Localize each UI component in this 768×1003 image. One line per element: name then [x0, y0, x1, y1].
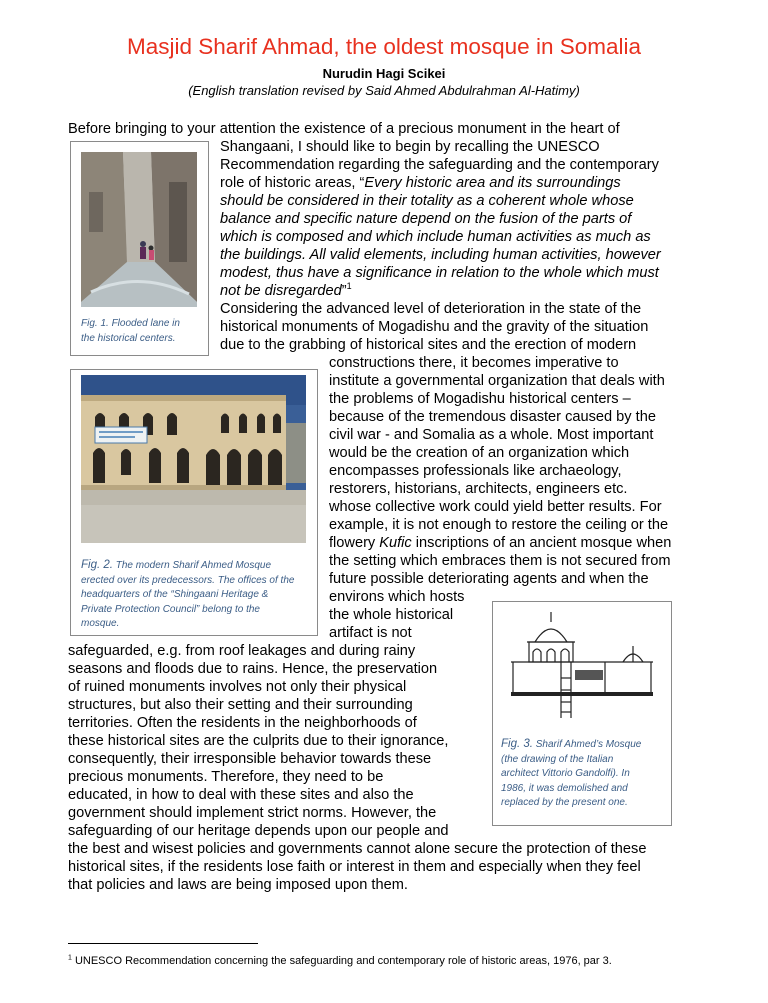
body-line: consequently, their irresponsible behavior towards these — [68, 751, 432, 767]
caption-line — [81, 558, 294, 574]
body-line: Considering the advanced level of deterioration in the state of the — [220, 301, 642, 317]
flooded-lane-photo — [81, 152, 197, 307]
quote-text: modest, thus have a significance in relation to the whole which must — [220, 265, 659, 281]
caption-line: Fig. 1. Flooded lane in — [81, 318, 180, 329]
quote-text: balance and specific nature depend on the fusion of the parts of — [220, 211, 632, 227]
figure-label: Fig. 3. — [501, 738, 533, 750]
body-line — [329, 534, 671, 552]
closing-quote: ” — [341, 283, 347, 299]
body-line: safeguarding of our heritage depends upon our people and — [68, 823, 449, 839]
caption-line: erected over its predecessors. The offices of the — [81, 574, 295, 586]
figure-label: Fig. 2. — [81, 559, 113, 571]
body-line: encompasses professionals like archaeology, — [329, 463, 622, 479]
body-line: these historical sites are the culprits due to their ignorance, — [68, 733, 449, 749]
body-line: civil war - and Somalia as a whole. Most important — [329, 427, 654, 443]
translation-credit: (English translation revised by Said Ahmed Abdulrahman Al-Hatimy) — [188, 83, 580, 98]
mosque-drawing — [505, 608, 659, 725]
body-line: of ruined monuments involves not only their physical — [68, 679, 407, 695]
body-line: due to the grabbing of historical sites and the erection of modern — [220, 337, 637, 353]
caption-line: replaced by the present one. — [501, 797, 628, 808]
body-line: the whole historical — [329, 607, 454, 623]
footnote-number: 1 — [68, 954, 72, 962]
quote-text: Every historic area and its surroundings — [364, 175, 621, 191]
footnote — [68, 955, 612, 967]
footnote-text: UNESCO Recommendation concerning the safeguarding and contemporary role of historic areas, 1976, par 3. — [71, 955, 612, 967]
caption-line: mosque. — [81, 618, 120, 629]
quote-line — [220, 192, 634, 210]
body-text: inscriptions of an ancient mosque when — [411, 535, 672, 551]
body-line: institute a governmental organization that deals with — [329, 373, 665, 389]
figure-3 — [492, 601, 672, 826]
body-line: restorers, historians, architects, engineers etc. — [329, 481, 628, 497]
body-line: historical sites, if the residents lose faith or interest in them and especially when they feel — [68, 859, 641, 875]
body-line: example, it is not enough to restore the ceiling or the — [329, 517, 669, 533]
caption-line: headquarters of the “Shingaani Heritage & — [81, 589, 269, 600]
body-line: Before bringing to your attention the existence of a precious monument in the heart of — [68, 121, 620, 137]
body-line: future possible deteriorating agents and when the — [329, 571, 649, 587]
body-line: government should implement strict norms. However, the — [68, 805, 437, 821]
body-line: safeguarded, e.g. from roof leakages and during rainy — [68, 643, 416, 659]
body-line: that policies and laws are being imposed upon them. — [68, 877, 408, 893]
body-line: educated, in how to deal with these sites and also the — [68, 787, 414, 803]
body-line: historical monuments of Mogadishu and the gravity of the situation — [220, 319, 649, 335]
body-line: structures, but also their setting and their surrounding — [68, 697, 413, 713]
body-line: the setting which embraces them is not secured from — [329, 553, 671, 569]
body-line: Recommendation regarding the safeguarding and the contemporary — [220, 157, 659, 173]
kufic-term: Kufic — [379, 535, 412, 551]
quote-text: not be disregarded — [220, 283, 342, 299]
caption-line: 1986, it was demolished and — [501, 782, 628, 794]
body-line: the problems of Mogadishu historical centers – — [329, 391, 631, 407]
body-line: because of the tremendous disaster caused by the — [329, 409, 656, 425]
body-line: the best and wisest policies and governments cannot alone secure the protection of these — [68, 841, 647, 857]
body-text: role of historic areas, “ — [220, 175, 365, 191]
body-line: territories. Often the residents in the neighborhoods of — [68, 715, 417, 731]
quote-text: the buildings. All valid elements, including human activities, however — [220, 247, 661, 263]
caption-line — [501, 737, 641, 753]
quote-line — [220, 228, 651, 246]
quote-line — [220, 264, 659, 282]
body-line: artifact is not — [329, 625, 412, 641]
caption-text: Sharif Ahmed’s Mosque — [532, 739, 642, 750]
caption-line: architect Vittorio Gandolfi). In — [501, 768, 630, 779]
body-line: Shangaani, I should like to begin by recalling the UNESCO — [220, 139, 600, 155]
quote-line — [220, 246, 661, 264]
modern-mosque-photo — [81, 375, 306, 543]
author-name: Nurudin Hagi Scikei — [322, 66, 446, 81]
body-line: whose collective work could yield better results. For — [329, 499, 662, 515]
body-line: would be the creation of an organization which — [329, 445, 630, 461]
body-line — [220, 174, 621, 192]
caption-line: Private Protection Council” belong to the — [81, 603, 260, 615]
quote-line — [220, 210, 631, 228]
body-line: seasons and floods due to rains. Hence, the preservation — [68, 661, 438, 677]
quote-text: should be considered in their totality as a coherent whole whose — [220, 193, 634, 209]
body-text: flowery — [329, 535, 380, 551]
body-line: constructions there, it becomes imperative to — [329, 355, 619, 371]
caption-line: (the drawing of the Italian — [501, 753, 614, 765]
footnote-marker: 1 — [346, 281, 352, 292]
quote-line — [220, 282, 352, 300]
figure-3-caption — [501, 737, 641, 811]
caption-line: the historical centers. — [81, 332, 176, 344]
figure-2-caption — [81, 558, 294, 632]
page-title: Masjid Sharif Ahmad, the oldest mosque in Somalia — [126, 34, 642, 59]
footnote-divider — [68, 943, 258, 944]
figure-1 — [70, 141, 209, 356]
body-line: environs which hosts — [329, 589, 465, 605]
caption-text: The modern Sharif Ahmed Mosque — [112, 560, 272, 571]
body-line: precious monuments. Therefore, they need to be — [68, 769, 384, 785]
quote-text: which is composed and which include human activities as much as — [220, 229, 651, 245]
figure-2 — [70, 369, 318, 636]
figure-1-caption — [81, 317, 180, 346]
